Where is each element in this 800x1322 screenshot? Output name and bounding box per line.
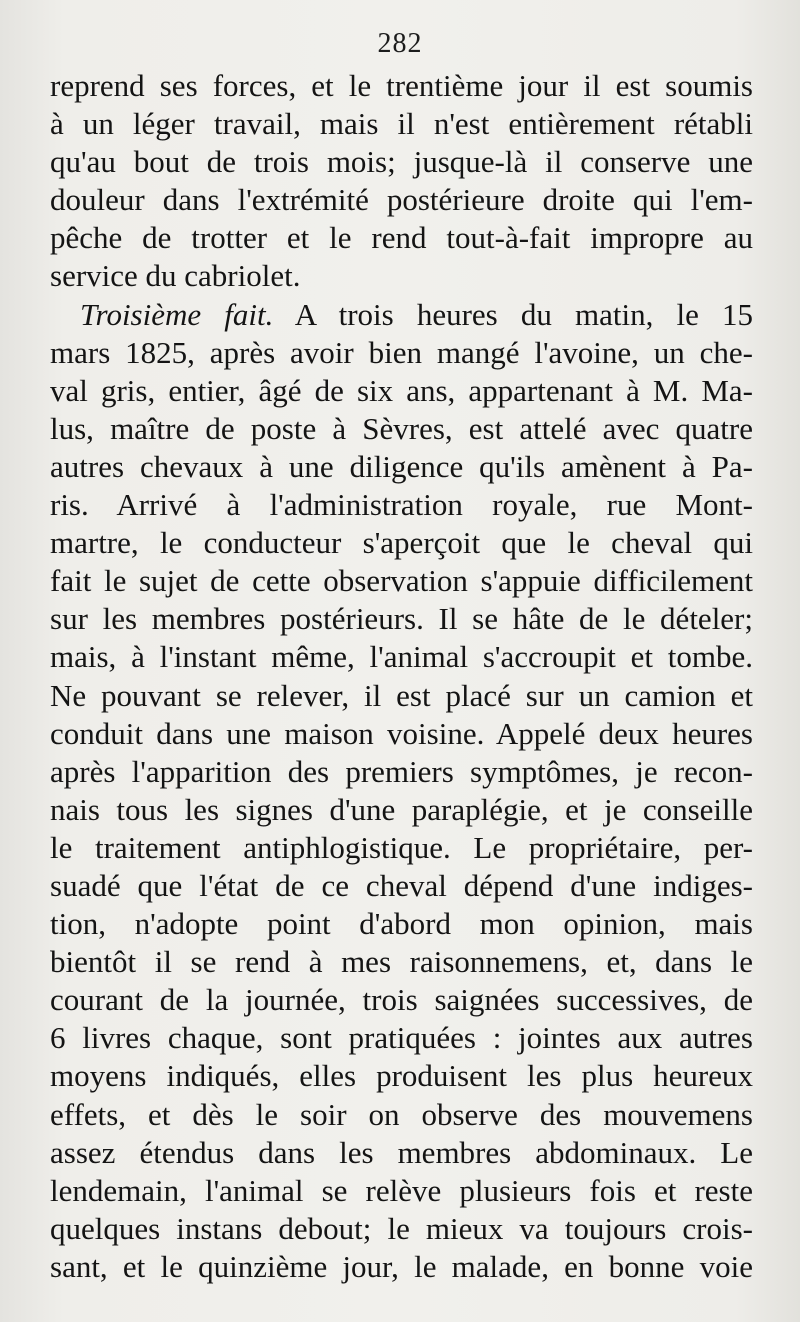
text-line: nais tous les signes d'une paraplégie, et je conseille <box>50 791 753 827</box>
text-line: tion, n'adopte point d'abord mon opinion, mais <box>50 906 753 942</box>
text-line: assez étendus dans les membres abdominaux. Le <box>50 1134 753 1170</box>
text-line: mais, à l'instant même, l'animal s'accroupit et tombe. <box>50 639 753 675</box>
text-line: douleur dans l'extrémité postérieure droite qui l'em- <box>50 182 753 218</box>
text-line: le traitement antiphlogistique. Le propriétaire, per- <box>50 829 753 865</box>
text-line: 6 livres chaque, sont pratiquées : jointes aux autres <box>50 1020 753 1056</box>
text-line: à un léger travail, mais il n'est entièrement rétabli <box>50 106 753 142</box>
text-line: sur les membres postérieurs. Il se hâte de le dételer; <box>50 601 753 637</box>
page-number: 282 <box>377 28 423 59</box>
text-line: bientôt il se rend à mes raisonnemens, et, dans le <box>50 944 753 980</box>
text-line: pêche de trotter et le rend tout-à-fait impropre au <box>50 220 753 256</box>
text-line: fait le sujet de cette observation s'appuie difficilement <box>50 563 753 599</box>
section-lead-heading: Troisième fait. <box>80 296 274 332</box>
paragraph-start-line <box>50 296 753 334</box>
text-line: après l'apparition des premiers symptômes, je recon- <box>50 753 753 789</box>
text-line: qu'au bout de trois mois; jusque-là il conserve une <box>50 144 753 180</box>
text-line: effets, et dès le soir on observe des mouvemens <box>50 1096 753 1132</box>
text-line-rest: A trois heures du matin, le 15 <box>273 296 753 332</box>
text-line: mars 1825, après avoir bien mangé l'avoine, un che- <box>50 334 753 370</box>
text-line: sant, et le quinzième jour, le malade, en bonne voie <box>50 1248 753 1284</box>
text-line: conduit dans une maison voisine. Appelé deux heures <box>50 715 753 751</box>
text-line: autres chevaux à une diligence qu'ils amènent à Pa- <box>50 448 753 484</box>
text-line: martre, le conducteur s'aperçoit que le cheval qui <box>50 525 753 561</box>
text-line: ris. Arrivé à l'administration royale, rue Mont- <box>50 487 753 523</box>
text-line: suadé que l'état de ce cheval dépend d'une indiges- <box>50 867 753 903</box>
text-line: courant de la journée, trois saignées successives, de <box>50 982 753 1018</box>
text-line: Ne pouvant se relever, il est placé sur un camion et <box>50 677 753 713</box>
text-line: lus, maître de poste à Sèvres, est attelé avec quatre <box>50 410 753 446</box>
text-line: val gris, entier, âgé de six ans, appartenant à M. Ma- <box>50 372 753 408</box>
text-line: lendemain, l'animal se relève plusieurs fois et reste <box>50 1172 753 1208</box>
text-line: service du cabriolet. <box>50 258 301 294</box>
body-text <box>50 67 753 1286</box>
text-line: moyens indiqués, elles produisent les plus heureux <box>50 1058 753 1094</box>
text-line: quelques instans debout; le mieux va toujours crois- <box>50 1210 753 1246</box>
text-line: reprend ses forces, et le trentième jour il est soumis <box>50 68 753 103</box>
